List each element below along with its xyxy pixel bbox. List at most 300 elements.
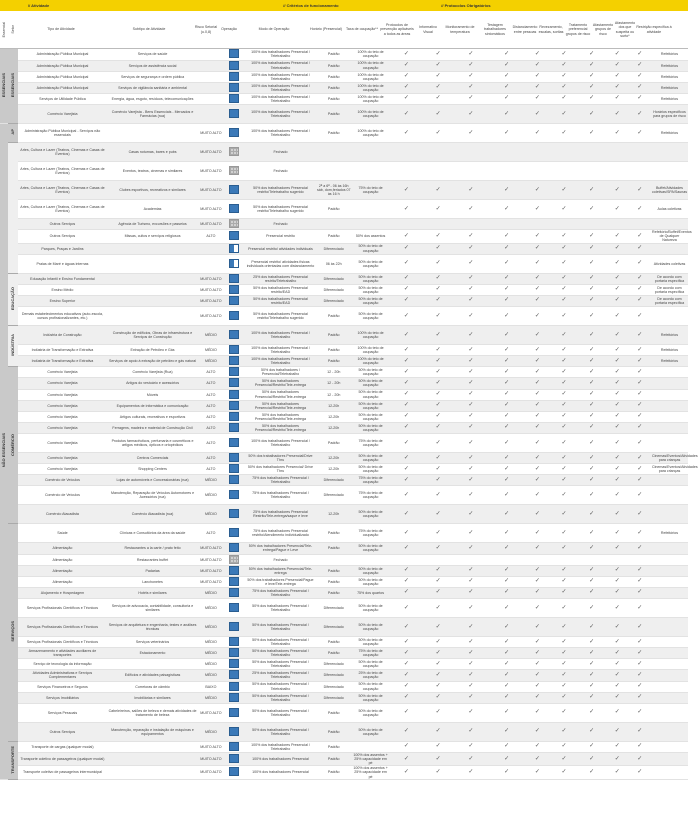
cell-modo: 100% dos trabalhadores Presencial / Teletrabalho: [246, 434, 316, 453]
cell-protocol: [489, 565, 524, 576]
cell-protocol: [389, 200, 424, 219]
check-icon: ✓: [403, 743, 409, 750]
cell-protocol: [389, 356, 424, 367]
cell-protocol: [577, 219, 606, 230]
cell-protocol: [424, 243, 453, 254]
cell-operacao: [223, 722, 246, 741]
cell-protocol: [452, 648, 489, 659]
cell-protocol: [577, 543, 606, 554]
check-icon: ✓: [589, 589, 595, 596]
check-icon: ✓: [504, 368, 510, 375]
operation-status-icon: [229, 453, 239, 462]
cell-subtipo: Comércio Varejista (Rua): [106, 367, 198, 378]
cell-subtipo: Restaurantes a la carte / prato feito: [106, 543, 198, 554]
cell-protocol: [628, 453, 651, 464]
check-icon: ✓: [561, 95, 567, 102]
check-icon: ✓: [468, 402, 474, 409]
check-icon: ✓: [468, 297, 474, 304]
check-icon: ✓: [614, 743, 620, 750]
check-icon: ✓: [468, 129, 474, 136]
check-icon: ✓: [403, 379, 409, 386]
check-icon: ✓: [403, 544, 409, 551]
check-icon: ✓: [561, 623, 567, 630]
cell-risco: MÉDIO: [199, 637, 224, 648]
check-icon: ✓: [534, 110, 540, 117]
check-icon: ✓: [561, 297, 567, 304]
col-monit: Monitoramento de temperatura: [445, 25, 475, 34]
cell-protocol: [424, 124, 453, 143]
cell-protocol: [551, 230, 578, 243]
check-icon: ✓: [589, 476, 595, 483]
cell-protocol: [389, 722, 424, 741]
cell-protocol: [606, 670, 629, 681]
cell-horario: 12-20h: [315, 453, 352, 464]
cell-protocol: [606, 273, 629, 284]
check-icon: ✓: [403, 260, 409, 267]
cell-restricao: Refeitório/Buffet/Eventos de Qualquer Natureza: [651, 230, 692, 243]
cell-protocol: [577, 576, 606, 587]
table-row: [0, 618, 688, 637]
cell-operacao: [223, 475, 246, 486]
cell-protocol: [452, 587, 489, 598]
check-icon: ✓: [468, 465, 474, 472]
cell-tipo: Saúde: [18, 524, 106, 543]
cell-protocol: [452, 378, 489, 389]
cell-protocol: [577, 356, 606, 367]
cell-taxa: [352, 554, 389, 565]
cell-operacao: [223, 464, 246, 475]
table-row: [0, 670, 688, 681]
cell-protocol: [524, 60, 551, 71]
cell-protocol: [489, 200, 524, 219]
cell-protocol: [389, 181, 424, 200]
operation-status-icon: [229, 285, 239, 294]
check-icon: ✓: [403, 768, 409, 775]
cell-restricao: De acordo com portaria específica: [651, 284, 688, 295]
cell-protocol: [489, 284, 524, 295]
cell-tipo: Transporte coletivo de passageiros (qualquer modal): [18, 752, 106, 765]
table-row: [0, 124, 688, 143]
cell-protocol: [489, 703, 524, 722]
cell-protocol: [628, 618, 651, 637]
check-icon: ✓: [614, 286, 620, 293]
cell-taxa: 50% do teto de ocupação: [352, 618, 389, 637]
cell-restricao: [651, 576, 688, 587]
cell-protocol: [389, 326, 424, 345]
cell-modo: 100% dos trabalhadores Presencial / Teletrabalho: [246, 124, 316, 143]
check-icon: ✓: [468, 232, 474, 239]
cell-protocol: [452, 254, 489, 273]
cell-protocol: [628, 219, 651, 230]
check-icon: ✓: [561, 286, 567, 293]
cell-protocol: [452, 60, 489, 71]
cell-protocol: [577, 505, 606, 524]
cell-risco: [199, 71, 224, 82]
cell-subtipo: Serviços de vigilância sanitária e ambiental: [106, 82, 198, 93]
cell-protocol: [524, 124, 551, 143]
cell-protocol: [628, 105, 651, 124]
cell-restricao: [651, 659, 688, 670]
cell-protocol: [577, 524, 606, 543]
cell-modo: Presencial restrito/ atividades individuais: [246, 243, 316, 254]
cell-risco: ALTO: [199, 230, 224, 243]
cell-protocol: [524, 345, 551, 356]
check-icon: ✓: [435, 638, 441, 645]
cell-protocol: [424, 200, 453, 219]
cell-protocol: [551, 554, 578, 565]
check-icon: ✓: [534, 73, 540, 80]
check-icon: ✓: [561, 604, 567, 611]
table-row: [0, 576, 688, 587]
cell-protocol: [524, 618, 551, 637]
cell-protocol: [606, 295, 629, 306]
cell-risco: [199, 49, 224, 60]
check-icon: ✓: [589, 424, 595, 431]
check-icon: ✓: [435, 439, 441, 446]
cell-restricao: [651, 422, 688, 433]
cell-taxa: 50% do teto de ocupação: [352, 411, 389, 422]
cell-horario: Padrão: [315, 565, 352, 576]
cell-protocol: [524, 486, 551, 505]
cell-operacao: [223, 307, 246, 326]
cell-subtipo: [106, 295, 198, 306]
operation-status-icon: [229, 231, 239, 240]
cell-tipo: Transporte coletivo de passageiros intermunicipal: [18, 766, 106, 779]
operation-status-icon: [229, 648, 239, 657]
cell-protocol: [489, 741, 524, 752]
cell-protocol: [551, 400, 578, 411]
cell-tipo: Comércio Varejista: [18, 105, 106, 124]
check-icon: ✓: [561, 73, 567, 80]
check-icon: ✓: [561, 260, 567, 267]
check-icon: ✓: [468, 331, 474, 338]
check-icon: ✓: [589, 379, 595, 386]
cell-modo: 50% dos trabalhadores Presencial/Restrito/Tele-entrega: [246, 378, 316, 389]
cell-taxa: 75% do teto de ocupação: [352, 648, 389, 659]
check-icon: ✓: [534, 232, 540, 239]
cell-protocol: [389, 524, 424, 543]
cell-protocol: [489, 254, 524, 273]
cell-taxa: 50% do teto de ocupação: [352, 295, 389, 306]
check-icon: ✓: [534, 62, 540, 69]
check-icon: ✓: [504, 50, 510, 57]
operation-status-icon: [229, 345, 239, 354]
cell-taxa: 100% do teto de ocupação: [352, 124, 389, 143]
cell-restricao: [651, 411, 688, 422]
cell-restricao: Refeitórios: [651, 326, 688, 345]
cell-subtipo: Produtos farmacêuticos, perfumaria e cosméticos e artigos médicos, ópticos e ortopédicos: [106, 434, 198, 453]
check-icon: ✓: [435, 331, 441, 338]
check-icon: ✓: [534, 391, 540, 398]
cell-risco: MUITO ALTO: [199, 143, 224, 162]
cell-protocol: [606, 752, 629, 765]
cell-protocol: [452, 356, 489, 367]
check-icon: ✓: [589, 728, 595, 735]
cell-horario: Padrão: [315, 345, 352, 356]
cell-restricao: Refeitórios: [651, 345, 688, 356]
table-row: [0, 71, 688, 82]
check-icon: ✓: [614, 312, 620, 319]
operation-status-icon: [229, 390, 239, 399]
cell-subtipo: Equipamentos de informática e comunicação: [106, 400, 198, 411]
cell-taxa: 50% do teto de ocupação: [352, 243, 389, 254]
cell-tipo: Serviços Profissionais Científicos e Técnicos: [18, 637, 106, 648]
check-icon: ✓: [435, 589, 441, 596]
check-icon: ✓: [637, 62, 643, 69]
cell-protocol: [551, 243, 578, 254]
cell-protocol: [524, 273, 551, 284]
cell-restricao: Atividades coletivas: [651, 254, 688, 273]
check-icon: ✓: [614, 671, 620, 678]
cell-tipo: Serviços Financeiros e Seguros: [18, 681, 106, 692]
table-row: [0, 766, 688, 779]
table-row: [0, 219, 688, 230]
cell-restricao: [651, 722, 688, 741]
cell-protocol: [424, 670, 453, 681]
cell-horario: Diferenciado: [315, 659, 352, 670]
check-icon: ✓: [534, 312, 540, 319]
cell-taxa: 50% dos assentos: [352, 230, 389, 243]
check-icon: ✓: [561, 491, 567, 498]
cell-protocol: [389, 741, 424, 752]
check-icon: ✓: [589, 260, 595, 267]
cell-protocol: [489, 618, 524, 637]
check-icon: ✓: [534, 604, 540, 611]
cell-tipo: Ensino Superior: [18, 295, 106, 306]
cell-protocol: [606, 766, 629, 779]
check-icon: ✓: [561, 510, 567, 517]
cell-horario: 12-20h: [315, 505, 352, 524]
cell-taxa: 100% do teto de ocupação: [352, 326, 389, 345]
check-icon: ✓: [534, 346, 540, 353]
cell-protocol: [628, 505, 651, 524]
check-icon: ✓: [614, 73, 620, 80]
cell-operacao: [223, 273, 246, 284]
cell-taxa: 100% do teto de ocupação: [352, 93, 389, 104]
cell-modo: 75% dos trabalhadores Presencial / Teletrabalho: [246, 475, 316, 486]
cell-protocol: [577, 670, 606, 681]
cell-protocol: [389, 766, 424, 779]
cell-protocol: [551, 49, 578, 60]
cell-protocol: [577, 378, 606, 389]
cell-modo: 100% dos trabalhadores Presencial / Teletrabalho: [246, 49, 316, 60]
check-icon: ✓: [534, 413, 540, 420]
cell-tipo: Comércio Varejista: [18, 389, 106, 400]
cell-modo: 50% dos trabalhadores Presencial/Restrito/Tele-entrega: [246, 400, 316, 411]
cell-protocol: [424, 486, 453, 505]
cell-protocol: [577, 453, 606, 464]
cell-protocol: [452, 599, 489, 618]
cell-protocol: [489, 722, 524, 741]
check-icon: ✓: [403, 331, 409, 338]
cell-protocol: [606, 82, 629, 93]
cell-risco: ALTO: [199, 524, 224, 543]
check-icon: ✓: [589, 567, 595, 574]
cell-subtipo: Cabeleireiros, salões de beleza e demais atividades de tratamento de beleza: [106, 703, 198, 722]
check-icon: ✓: [504, 491, 510, 498]
cell-risco: [199, 93, 224, 104]
cell-horario: Diferenciado: [315, 284, 352, 295]
cell-taxa: 75% dos quartos: [352, 587, 389, 598]
check-icon: ✓: [468, 578, 474, 585]
check-icon: ✓: [468, 660, 474, 667]
cell-protocol: [389, 378, 424, 389]
check-icon: ✓: [435, 476, 441, 483]
cell-protocol: [628, 162, 651, 181]
check-icon: ✓: [637, 439, 643, 446]
check-icon: ✓: [637, 465, 643, 472]
cell-protocol: [524, 637, 551, 648]
cell-operacao: [223, 411, 246, 422]
cell-protocol: [606, 284, 629, 295]
cell-protocol: [606, 389, 629, 400]
cell-protocol: [424, 599, 453, 618]
cell-subtipo: [106, 124, 198, 143]
check-icon: ✓: [504, 578, 510, 585]
col-taxa: Taxa de ocupação**: [346, 27, 378, 32]
cell-protocol: [628, 599, 651, 618]
cell-modo: Presencial restrito: [246, 230, 316, 243]
check-icon: ✓: [561, 357, 567, 364]
cell-taxa: 50% do teto de ocupação: [352, 284, 389, 295]
sector-label: [8, 143, 18, 274]
check-icon: ✓: [468, 743, 474, 750]
table-row: [0, 60, 688, 71]
cell-restricao: [651, 243, 688, 254]
cell-horario: Diferenciado: [315, 599, 352, 618]
cell-protocol: [577, 464, 606, 475]
cell-protocol: [489, 422, 524, 433]
cell-protocol: [524, 576, 551, 587]
check-icon: ✓: [637, 567, 643, 574]
cell-risco: MÉDIO: [199, 670, 224, 681]
cell-protocol: [606, 307, 629, 326]
cell-operacao: [223, 422, 246, 433]
cell-protocol: [524, 464, 551, 475]
check-icon: ✓: [403, 297, 409, 304]
check-icon: ✓: [614, 331, 620, 338]
cell-subtipo: Eventos, teatros, cinemas e similares: [106, 162, 198, 181]
check-icon: ✓: [435, 510, 441, 517]
cell-taxa: 100% do teto de ocupação: [352, 356, 389, 367]
cell-restricao: [651, 143, 688, 162]
cell-protocol: [524, 703, 551, 722]
cell-protocol: [551, 670, 578, 681]
check-icon: ✓: [637, 50, 643, 57]
cell-operacao: [223, 752, 246, 765]
cell-protocol: [452, 453, 489, 464]
cell-protocol: [389, 124, 424, 143]
check-icon: ✓: [534, 275, 540, 282]
check-icon: ✓: [614, 465, 620, 472]
cell-protocol: [628, 243, 651, 254]
check-icon: ✓: [589, 413, 595, 420]
cell-protocol: [551, 565, 578, 576]
cell-modo: 50% dos trabalhadores Presencial/ Drive Thru: [246, 464, 316, 475]
cell-subtipo: Imobiliárias e similares: [106, 692, 198, 703]
check-icon: ✓: [534, 510, 540, 517]
col-afastamento: Afastamento grupos de risco: [592, 23, 614, 36]
cell-protocol: [628, 254, 651, 273]
check-icon: ✓: [468, 544, 474, 551]
check-icon: ✓: [561, 50, 567, 57]
check-icon: ✓: [561, 649, 567, 656]
check-icon: ✓: [468, 357, 474, 364]
cell-protocol: [424, 143, 453, 162]
cell-protocol: [606, 587, 629, 598]
cell-protocol: [424, 400, 453, 411]
cell-protocol: [551, 659, 578, 670]
cell-protocol: [489, 587, 524, 598]
cell-protocol: [577, 254, 606, 273]
cell-protocol: [489, 219, 524, 230]
check-icon: ✓: [403, 638, 409, 645]
cell-horario: Diferenciado: [315, 273, 352, 284]
cell-protocol: [577, 105, 606, 124]
operation-status-icon: [229, 72, 239, 81]
cell-protocol: [606, 599, 629, 618]
cell-horario: Padrão: [315, 124, 352, 143]
cell-protocol: [551, 411, 578, 422]
cell-protocol: [452, 82, 489, 93]
cell-protocol: [628, 681, 651, 692]
cell-protocol: [551, 681, 578, 692]
table-row: [0, 326, 688, 345]
operation-status-icon: [229, 659, 239, 668]
check-icon: ✓: [637, 510, 643, 517]
cell-tipo: Indústria de Transformação e Extrativa: [18, 345, 106, 356]
check-icon: ✓: [435, 683, 441, 690]
cell-protocol: [577, 230, 606, 243]
cell-tipo: Comércio de Veículos: [18, 475, 106, 486]
cell-operacao: [223, 703, 246, 722]
cell-protocol: [424, 618, 453, 637]
cell-horario: Padrão: [315, 741, 352, 752]
cell-protocol: [628, 143, 651, 162]
operation-status-icon: [229, 401, 239, 410]
cell-tipo: Armazenamento e atividades auxiliares de transportes: [18, 648, 106, 659]
cell-protocol: [577, 284, 606, 295]
check-icon: ✓: [589, 529, 595, 536]
check-icon: ✓: [504, 454, 510, 461]
check-icon: ✓: [561, 424, 567, 431]
cell-taxa: 50% do teto de ocupação: [352, 367, 389, 378]
cell-protocol: [606, 367, 629, 378]
cell-restricao: [651, 618, 688, 637]
cell-restricao: Buffet/Atividades coletivas/SPA/Saunas: [651, 181, 688, 200]
sector-label: INDÚSTRIA: [8, 326, 18, 367]
cell-protocol: [489, 71, 524, 82]
cell-restricao: [651, 554, 688, 565]
cell-modo: 75% dos trabalhadores Presencial / Teletrabalho: [246, 587, 316, 598]
cell-protocol: [452, 105, 489, 124]
cell-protocol: [606, 703, 629, 722]
cell-protocol: [628, 486, 651, 505]
cell-protocol: [424, 464, 453, 475]
check-icon: ✓: [403, 368, 409, 375]
cell-taxa: 75% do teto de ocupação: [352, 434, 389, 453]
cell-protocol: [628, 637, 651, 648]
check-icon: ✓: [637, 454, 643, 461]
check-icon: ✓: [403, 465, 409, 472]
cell-risco: MÉDIO: [199, 599, 224, 618]
check-icon: ✓: [504, 638, 510, 645]
check-icon: ✓: [561, 465, 567, 472]
cell-protocol: [524, 648, 551, 659]
check-icon: ✓: [435, 768, 441, 775]
cell-protocol: [577, 659, 606, 670]
check-icon: ✓: [435, 312, 441, 319]
